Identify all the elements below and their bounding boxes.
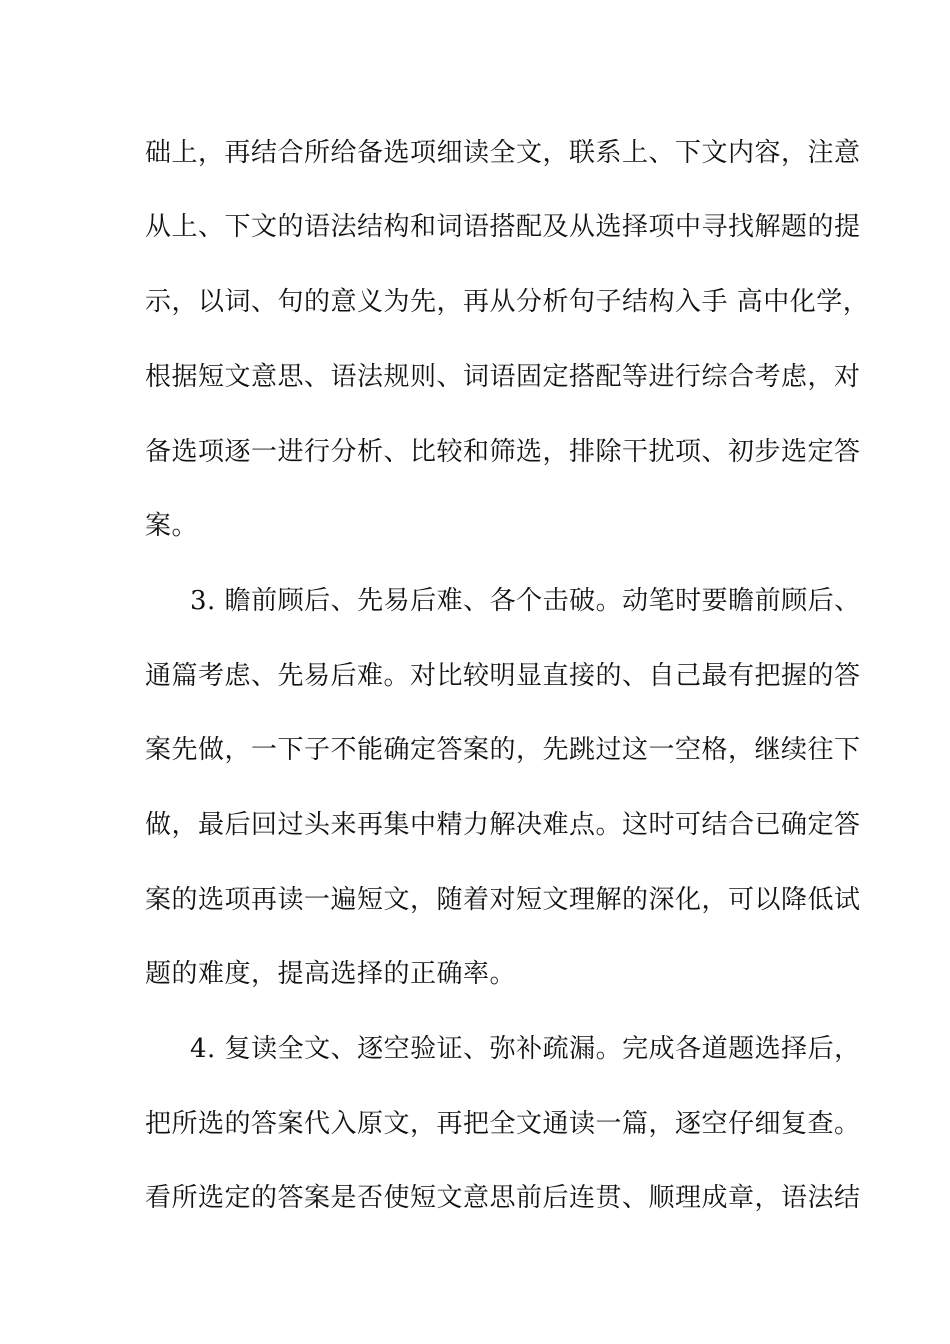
text-line: 案的选项再读一遍短文，随着对短文理解的深化，可以降低试 bbox=[145, 885, 861, 915]
text-line: 础上，再结合所给备选项细读全文，联系上、下文内容，注意 bbox=[145, 138, 861, 168]
text-line: 示，以词、句的意义为先，再从分析句子结构入手 高中化学， bbox=[145, 287, 870, 317]
text-line: 看所选定的答案是否使短文意思前后连贯、顺理成章，语法结 bbox=[145, 1183, 861, 1213]
text-line: 做，最后回过头来再集中精力解决难点。这时可结合已确定答 bbox=[145, 810, 861, 840]
text-line: 从上、下文的语法结构和词语搭配及从选择项中寻找解题的提 bbox=[145, 212, 861, 242]
paragraph-3-heading-line: 3. 瞻前顾后、先易后难、各个击破。动笔时要瞻前顾后、 bbox=[190, 586, 861, 616]
text-line: 题的难度，提高选择的正确率。 bbox=[145, 959, 517, 989]
text-line: 备选项逐一进行分析、比较和筛选，排除干扰项、初步选定答 bbox=[145, 437, 861, 467]
text-line: 案。 bbox=[145, 511, 199, 541]
text-line: 把所选的答案代入原文，再把全文通读一篇，逐空仔细复查。 bbox=[145, 1109, 861, 1139]
text-line: 通篇考虑、先易后难。对比较明显直接的、自己最有把握的答 bbox=[145, 661, 861, 691]
text-line: 根据短文意思、语法规则、词语固定搭配等进行综合考虑，对 bbox=[145, 362, 861, 392]
text-line: 案先做，一下子不能确定答案的，先跳过这一空格，继续往下 bbox=[145, 735, 861, 765]
paragraph-4-heading-line: 4. 复读全文、逐空验证、弥补疏漏。完成各道题选择后， bbox=[190, 1034, 861, 1064]
